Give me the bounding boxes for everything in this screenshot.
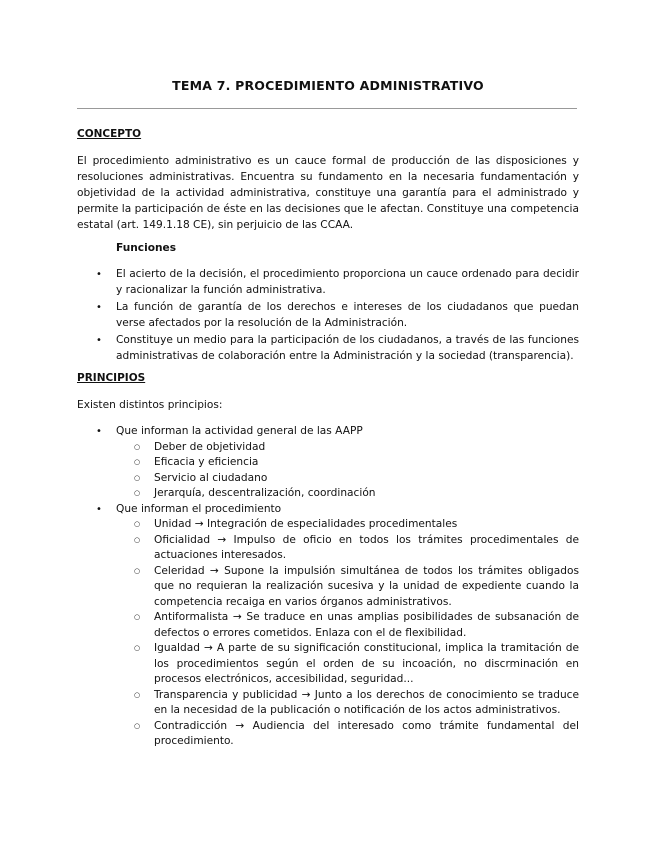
principle-group-label: Que informan la actividad general de las AAPP — [116, 425, 363, 437]
list-item: ○ Oficialidad → Impulso de oficio en todos los trámites procedimentales de actuaciones interesados. — [154, 533, 579, 564]
list-item: ○ Deber de objetividad — [154, 440, 579, 456]
list-item: ○ Celeridad → Supone la impulsión simultánea de todos los trámites obligados que no requieran la realización sucesiva y la unidad de expediente cuando la competencia recaiga en varios órganos administrativos. — [154, 564, 579, 611]
principle-sublist — [116, 517, 579, 750]
list-item: ○ Jerarquía, descentralización, coordinación — [154, 486, 579, 502]
list-item: • La función de garantía de los derechos e intereses de los ciudadanos que puedan verse afectados por la resolución de la Administración. — [116, 300, 579, 331]
concepto-paragraph: El procedimiento administrativo es un cauce formal de producción de las disposiciones y resoluciones administrativas. Encuentra su fundamento en la necesaria fundamentación y objetividad de la actividad administrativa, constituye una garantía para el administrado y permite la participación de éste en las decisiones que le afectan. Constituye una competencia estatal (art. 149.1.18 CE), sin perjuicio de las CCAA. — [77, 155, 579, 231]
principle-group — [116, 424, 579, 502]
document-title: TEMA 7. PROCEDIMIENTO ADMINISTRATIVO — [172, 78, 484, 93]
concepto-heading: CONCEPTO — [77, 128, 142, 140]
list-item: • El acierto de la decisión, el procedimiento proporciona un cauce ordenado para decidir y racionalizar la función administrativa. — [116, 267, 579, 298]
funciones-heading: Funciones — [116, 242, 177, 254]
list-item: • Constituye un medio para la participación de los ciudadanos, a través de las funciones administrativas de colaboración entre la Administración y la sociedad (transparencia). — [116, 333, 579, 364]
list-item: ○ Unidad → Integración de especialidades procedimentales — [154, 517, 579, 533]
principios-heading: PRINCIPIOS — [77, 372, 146, 384]
funciones-list — [116, 267, 579, 364]
principios-list — [116, 424, 579, 750]
principle-group — [116, 502, 579, 750]
list-item: ○ Igualdad → A parte de su significación constitucional, implica la tramitación de los procedimientos según el orden de su incoación, no discrminación en procesos electrónicos, accesibilidad, seguridad... — [154, 641, 579, 688]
title-divider — [77, 108, 577, 109]
principle-group-label: Que informan el procedimiento — [116, 502, 282, 515]
principios-intro: Existen distintos principios: — [77, 399, 223, 411]
principle-sublist — [116, 440, 579, 502]
list-item: ○ Eficacia y eficiencia — [154, 455, 579, 471]
list-item: ○ Contradicción → Audiencia del interesado como trámite fundamental del procedimiento. — [154, 719, 579, 750]
list-item: ○ Antiformalista → Se traduce en unas amplias posibilidades de subsanación de defectos o errores cometidos. Enlaza con el de flexibilidad. — [154, 610, 579, 641]
list-item: ○ Servicio al ciudadano — [154, 471, 579, 487]
list-item: ○ Transparencia y publicidad → Junto a los derechos de conocimiento se traduce en la necesidad de la publicación o notificación de los actos administrativos. — [154, 688, 579, 719]
